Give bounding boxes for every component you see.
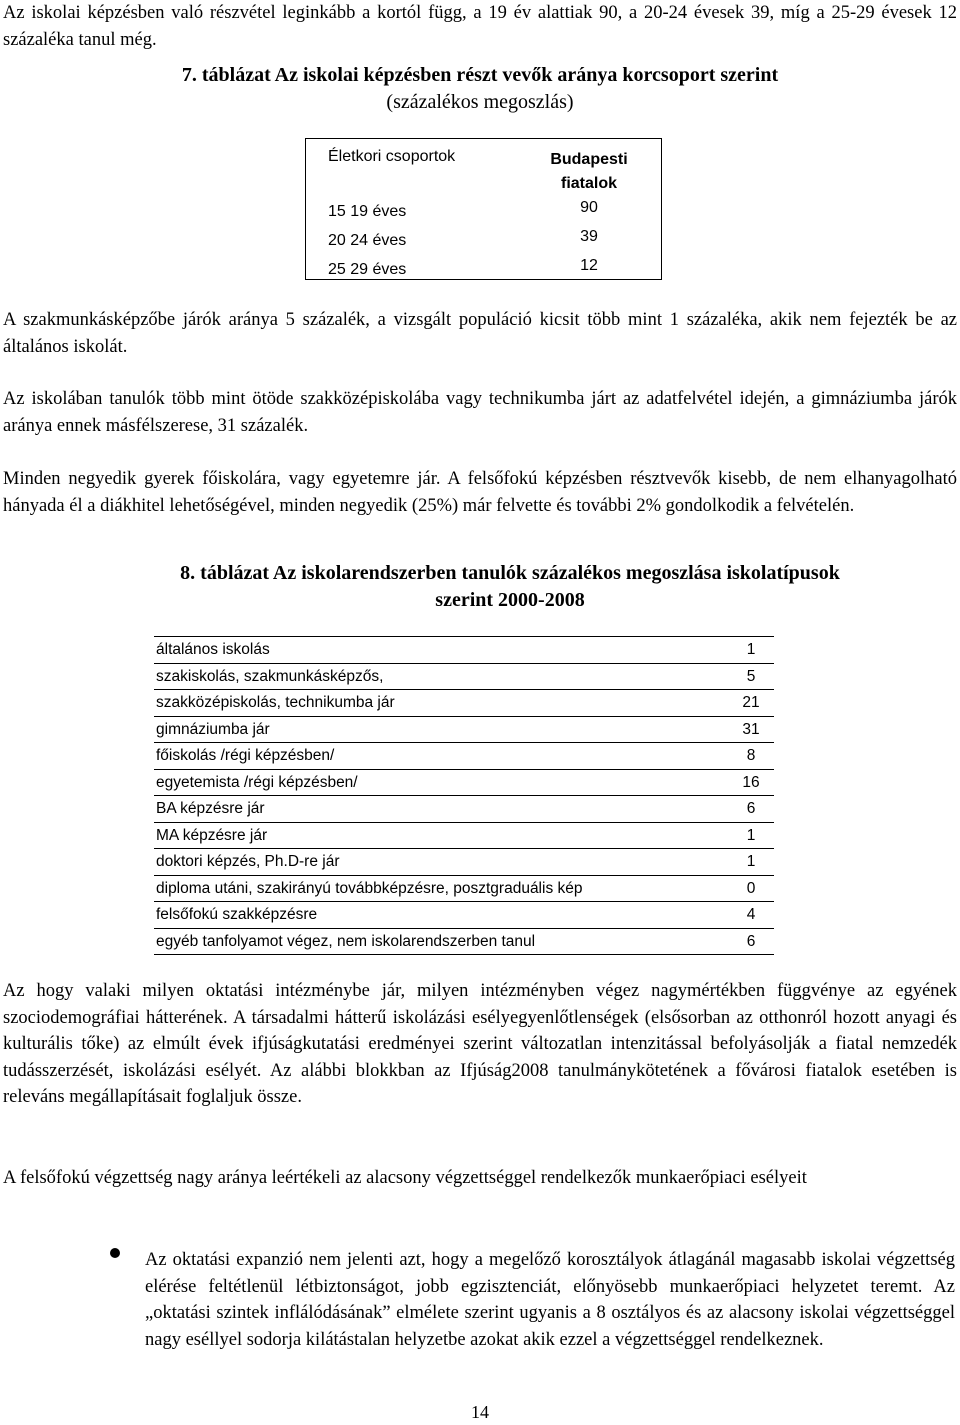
table8-row: [154, 902, 774, 929]
table7-header-budapest-line2: fiatalok: [560, 175, 617, 192]
table8-row-value: 5: [746, 667, 756, 685]
table8-row-value: 4: [746, 906, 756, 923]
table8-row-label: doktori képzés, Ph.D-re jár: [156, 853, 340, 870]
table8-row: [154, 743, 774, 770]
table7-row-label: 15 19 éves: [328, 203, 407, 220]
table8-row-label: gimnáziumba jár: [156, 720, 270, 738]
table8-row-label: MA képzésre jár: [156, 826, 268, 844]
table7-caption-line1: 7. táblázat Az iskolai képzésben részt vevők aránya korcsoport szerint: [181, 64, 779, 86]
table8-row: [154, 796, 774, 823]
paragraph-4: Minden negyedik gyerek főiskolára, vagy egyetemre jár. A felsőfokú képzésben résztvevők kisebb, de nem elhanyagolható hányada él a diákhitel lehetőségével, minden negyedik (25%) már felvette és további 2% gondolkodik a felvételén.: [3, 469, 957, 516]
table8-row-value: 6: [746, 932, 756, 950]
table7-caption: [0, 62, 960, 116]
table8-row-label: egyetemista /régi képzésben/: [156, 773, 358, 791]
table8-row-value: 16: [742, 773, 760, 791]
paragraph-2: A szakmunkásképzőbe járók aránya 5 százalék, a vizsgált populáció kicsit több mint 1 százaléka, akik nem fejezték be az általános iskolát.: [3, 310, 957, 357]
table8-row: [154, 823, 774, 850]
table8-row: [154, 770, 774, 797]
table8-row-value: 1: [746, 641, 756, 658]
table8-caption: [30, 560, 960, 614]
intro-paragraph: Az iskolai képzésben való részvétel leginkább a kortól függ, a 19 év alattiak 90, a 20-24 évesek 39, míg a 25-29 évesek 12 százaléka tanul még.: [3, 3, 957, 50]
table8-caption-line2: szerint 2000-2008: [435, 589, 585, 611]
table8-row: [154, 637, 774, 664]
table8-row: [154, 690, 774, 717]
table7-row-value: 39: [580, 228, 598, 245]
table8-row-label: felsőfokú szakképzésre: [156, 906, 318, 923]
table8-row-label: diploma utáni, szakirányú továbbképzésre, posztgraduális kép: [156, 879, 583, 897]
table8-row-value: 21: [742, 694, 760, 711]
table7-row-label: 25 29 éves: [328, 261, 407, 278]
table8-row-label: általános iskolás: [156, 641, 270, 658]
table8-row-label: főiskolás /régi képzésben/: [156, 747, 335, 764]
table8-row-label: szakiskolás, szakmunkásképzős,: [156, 667, 384, 685]
table8-row-label: egyéb tanfolyamot végez, nem iskolarendszerben tanul: [156, 932, 536, 950]
table8-row-value: 1: [746, 826, 756, 844]
table7-row-value: 12: [580, 257, 598, 274]
paragraph-6: A felsőfokú végzettség nagy aránya leértékeli az alacsony végzettséggel rendelkezők munkaerőpiaci esélyeit: [3, 1168, 807, 1188]
paragraph-3: Az iskolában tanulók több mint ötöde szakközépiskolába vagy technikumba járt az adatfelvétel idején, a gimnáziumba járók aránya ennek másfélszerese, 31 százalék.: [3, 389, 957, 436]
table8-row: [154, 849, 774, 876]
bullet-icon: [110, 1248, 120, 1258]
paragraph-5: Az hogy valaki milyen oktatási intézménybe jár, milyen intézményben végez nagymértékben függvénye az egyének szociodemográfiai hátterének. A társadalmi hátterű iskolázási esélyegyenlőtlenségek (elsősorban az otthonról hozott anyagi és kulturális tőke) az elmúlt évek ifjúságkutatási eredményei szerint változatlan intenzitással befolyásolják a fiatal nemzedék tudásszerzését, iskolázási esélyét. Az alábbi blokkban az Ifjúság2008 tanulmánykötetének a fővárosi fiatalok esetében is releváns megállapításait foglaljuk össze.: [3, 981, 957, 1107]
bullet-paragraph-1: Az oktatási expanzió nem jelenti azt, hogy a megelőző korosztályok átlagánál magasabb iskolai végzettség elérése feltétlenül létbiztonságot, jobb egzisztenciát, előnyösebb munkaerőpiaci helyzetet teremt. Az „oktatási szintek inflálódásának” elmélete szerint ugyanis a 8 osztályos és az alacsony iskolai végzettséggel nagy eséllyel sodorja kilátástalan helyzetbe azokat akik ezzel a végzettséggel rendelkeznek.: [145, 1250, 955, 1350]
table7-caption-line2: (százalékos megoszlás): [386, 91, 574, 113]
table8-row: [154, 929, 774, 956]
table8-row: [154, 664, 774, 691]
table7-row-value: 90: [580, 199, 598, 216]
table8-row-value: 1: [746, 853, 756, 870]
table8-row-value: 0: [746, 879, 756, 897]
table8: [154, 636, 774, 955]
table8-row: [154, 717, 774, 744]
table7-row-label: 20 24 éves: [328, 232, 407, 249]
table7-header-age: Életkori csoportok: [328, 148, 456, 165]
table7-header-budapest: [534, 148, 644, 196]
table8-row-value: 31: [742, 720, 760, 738]
page-number: 14: [471, 1402, 489, 1422]
table8-row-label: szakközépiskolás, technikumba jár: [156, 694, 395, 711]
table7: [305, 138, 662, 280]
table7-header-budapest-line1: Budapesti: [550, 151, 628, 168]
table8-row-label: BA képzésre jár: [156, 800, 265, 817]
table8-row-value: 8: [746, 747, 756, 764]
table8-row: [154, 876, 774, 903]
table8-caption-line1: 8. táblázat Az iskolarendszerben tanulók százalékos megoszlása iskolatípusok: [180, 562, 840, 584]
table8-row-value: 6: [746, 800, 756, 817]
